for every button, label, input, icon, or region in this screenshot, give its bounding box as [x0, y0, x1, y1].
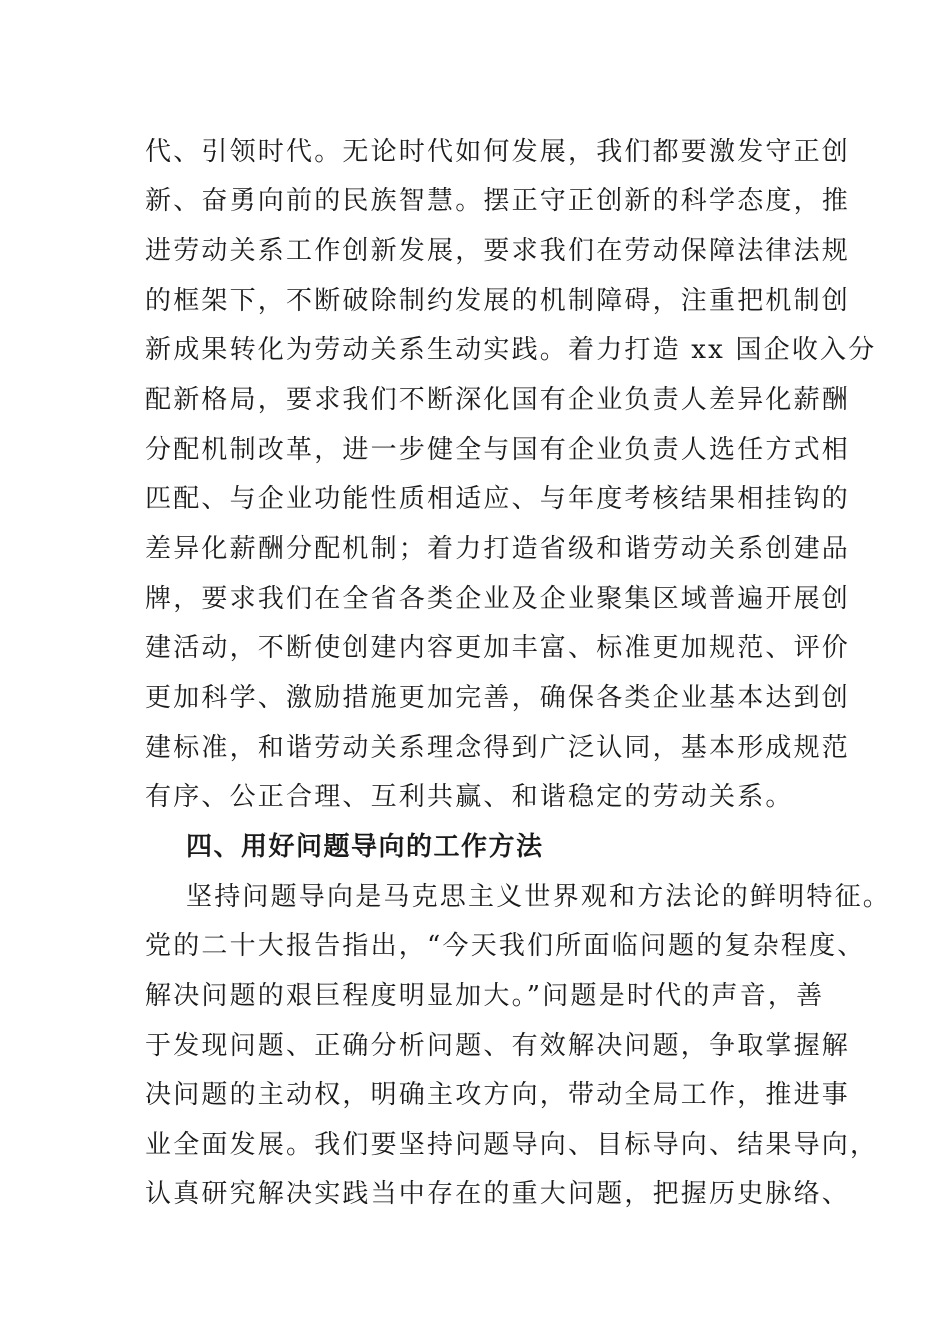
body-text-line: 新、奋勇向前的民族智慧。摆正守正创新的科学态度，推: [145, 186, 851, 216]
body-text-line: 认真研究解决实践当中存在的重大问题，把握历史脉络、: [145, 1179, 851, 1209]
body-text-line: 业全面发展。我们要坚持问题导向、目标导向、结果导向，: [145, 1130, 879, 1160]
body-text-line: 解决问题的艰巨程度明显加大。”问题是时代的声音，善: [145, 981, 825, 1011]
body-text-line: 决问题的主动权，明确主攻方向，带动全局工作，推进事: [145, 1080, 851, 1110]
section-heading: 四、用好问题导向的工作方法: [186, 832, 544, 862]
body-text-line: 差异化薪酬分配机制；着力打造省级和谐劳动关系创建品: [145, 534, 851, 564]
body-text-line: 于发现问题、正确分析问题、有效解决问题，争取掌握解: [145, 1031, 851, 1061]
body-text-line: 配新格局，要求我们不断深化国有企业负责人差异化薪酬: [145, 385, 851, 415]
body-text-line: 建标准，和谐劳动关系理念得到广泛认同，基本形成规范: [145, 733, 851, 763]
body-text-line: 的框架下，不断破除制约发展的机制障碍，注重把机制创: [145, 286, 851, 316]
body-text-line: 匹配、与企业功能性质相适应、与年度考核结果相挂钩的: [145, 484, 851, 514]
body-text-line: 更加科学、激励措施更加完善，确保各类企业基本达到创: [145, 683, 851, 713]
body-text-line: 新成果转化为劳动关系生动实践。着力打造 xx 国企收入分: [145, 335, 877, 365]
body-text-line: 建活动，不断使创建内容更加丰富、标准更加规范、评价: [145, 633, 851, 663]
body-text-line: 进劳动关系工作创新发展，要求我们在劳动保障法律法规: [145, 236, 851, 266]
body-text-line: 有序、公正合理、互利共赢、和谐稳定的劳动关系。: [145, 782, 794, 812]
body-text-line: 分配机制改革，进一步健全与国有企业负责人选任方式相: [145, 435, 851, 465]
body-text-line: 牌，要求我们在全省各类企业及企业聚集区域普遍开展创: [145, 584, 851, 614]
body-text-line: 党的二十大报告指出，“今天我们所面临问题的复杂程度、: [145, 931, 866, 961]
body-text-line: 代、引领时代。无论时代如何发展，我们都要激发守正创: [145, 137, 851, 167]
body-text-line: 坚持问题导向是马克思主义世界观和方法论的鲜明特征。: [186, 882, 892, 912]
